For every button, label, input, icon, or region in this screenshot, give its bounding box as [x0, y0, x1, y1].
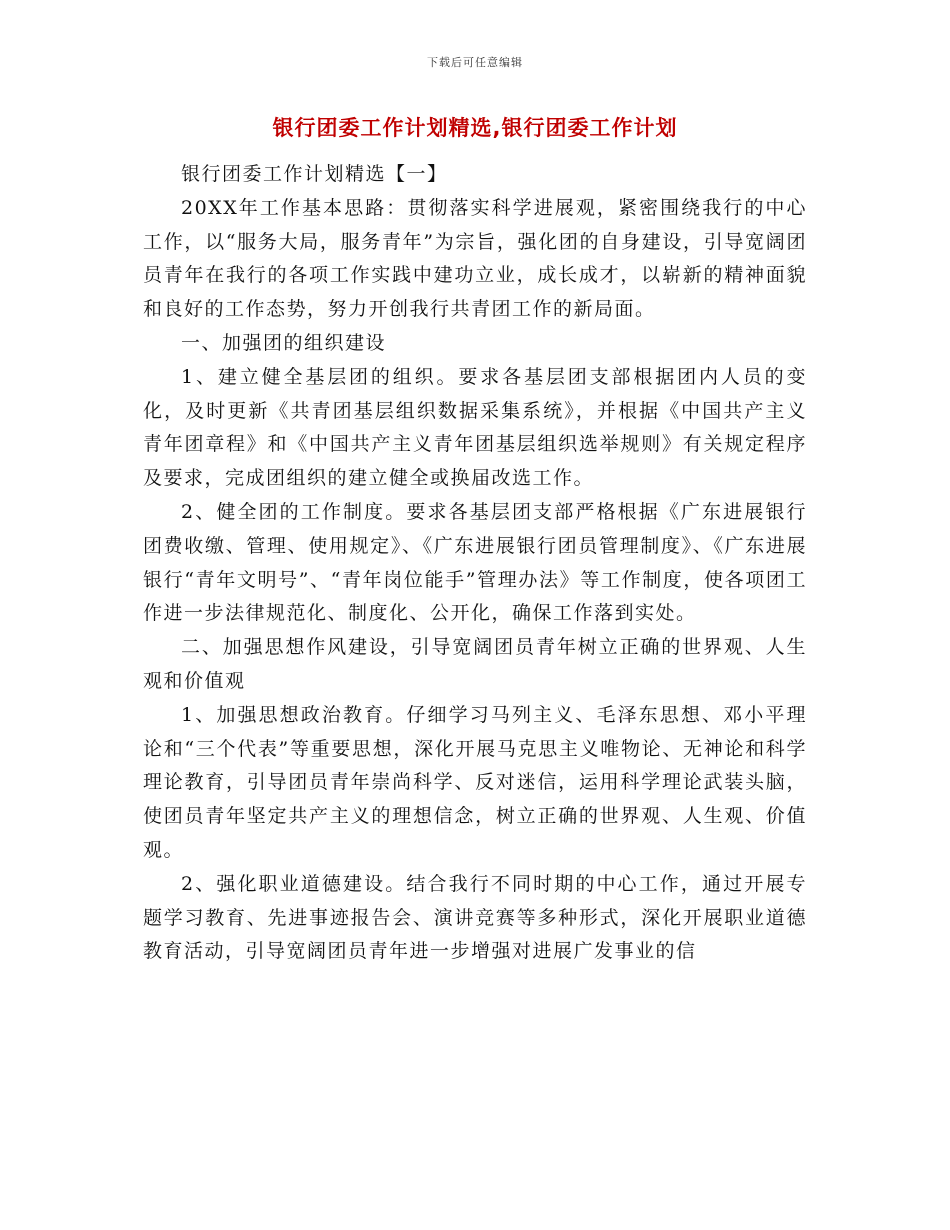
paragraph-item-professional-ethics: 2、强化职业道德建设。结合我行不同时期的中心工作，通过开展专题学习教育、先进事迹报告会、演讲竞赛等多种形式，深化开展职业道德教育活动，引导宽阔团员青年进一步增强对进展广发事业的信: [143, 872, 807, 963]
paragraph-item-organization: 1、建立健全基层团的组织。要求各基层团支部根据团内人员的变化，及时更新《共青团基层组织数据采集系统》，并根据《中国共产主义青年团章程》和《中国共产主义青年团基层组织选举规则》有关规定程序及要求，完成团组织的建立健全或换届改选工作。: [143, 365, 807, 490]
paragraph-item-system: 2、健全团的工作制度。要求各基层团支部严格根据《广东进展银行团费收缴、管理、使用规定》、《广东进展银行团员管理制度》、《广东进展银行“青年文明号”、“青年岗位能手”管理办法》等工作制度，使各项团工作进一步法律规范化、制度化、公开化，确保工作落到实处。: [143, 500, 807, 625]
paragraph-item-political-education: 1、加强思想政治教育。仔细学习马列主义、毛泽东思想、邓小平理论和“三个代表”等重要思想，深化开展马克思主义唯物论、无神论和科学理论教育，引导团员青年崇尚科学、反对迷信，运用科学理论武装头脑，使团员青年坚定共产主义的理想信念，树立正确的世界观、人生观、价值观。: [143, 703, 807, 861]
paragraph-heading-ideology: 二、加强思想作风建设，引导宽阔团员青年树立正确的世界观、人生观和价值观: [143, 636, 807, 692]
paragraph-section-heading: 银行团委工作计划精选【一】: [181, 163, 448, 185]
document-title: 银行团委工作计划精选,银行团委工作计划: [272, 116, 678, 140]
document-body: [143, 158, 807, 969]
paragraph-heading-organization: 一、加强团的组织建设: [181, 331, 387, 354]
header-note: 下载后可任意编辑: [427, 56, 523, 69]
paragraph-basic-approach: 20XX年工作基本思路：贯彻落实科学进展观，紧密围绕我行的中心工作，以“服务大局，服务青年”为宗旨，强化团的自身建设，引导宽阔团员青年在我行的各项工作实践中建功立业，成长成才，以崭新的精神面貌和良好的工作态势，努力开创我行共青团工作的新局面。: [143, 196, 807, 321]
